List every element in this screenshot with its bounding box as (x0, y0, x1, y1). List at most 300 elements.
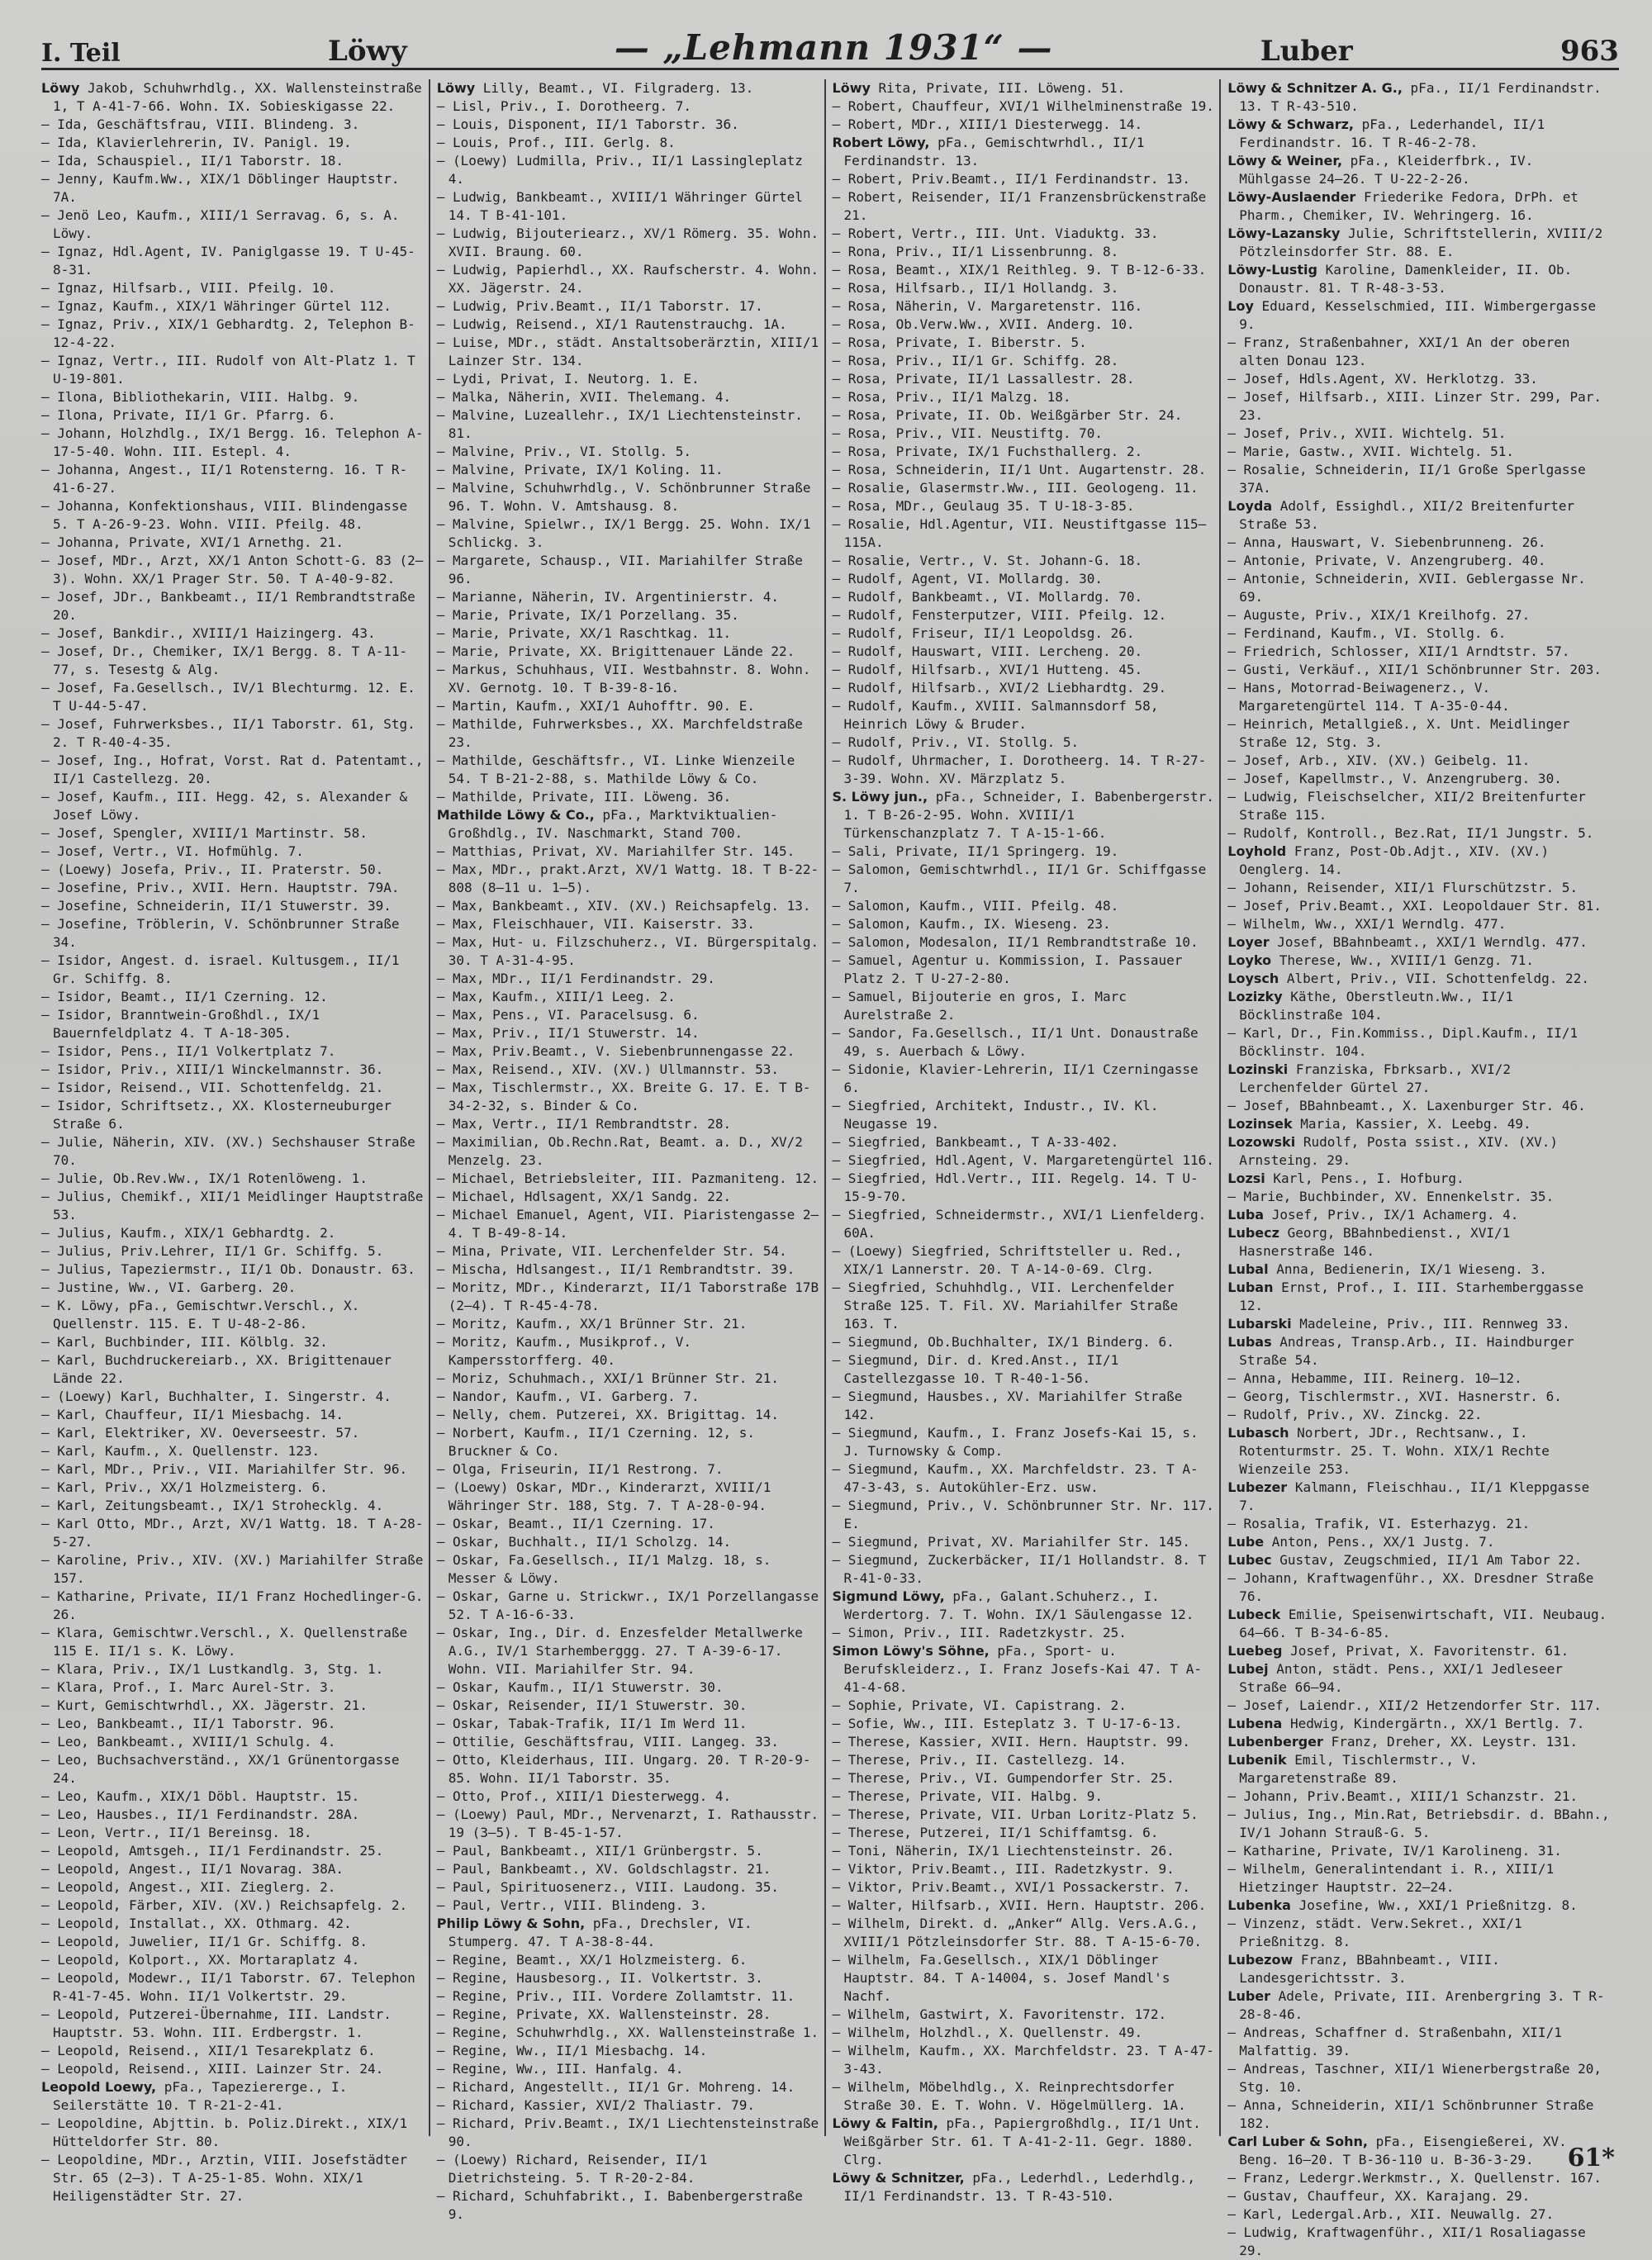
directory-entry (1227, 2224, 1610, 2260)
entry-text: — Marie, Private, XX. Brigittenauer Lände 22. (436, 643, 795, 659)
entry-text: — Marie, Buchbinder, XV. Ennenkelstr. 35. (1227, 1189, 1555, 1204)
entry-name: Lozinsek (1227, 1116, 1293, 1132)
entry-text: Rita, Private, III. Löweng. 51. (878, 80, 1126, 96)
directory-entry (41, 352, 424, 388)
entry-text: — Max, Pens., VI. Paracelsusg. 6. (436, 1007, 700, 1023)
entry-text: — Paul, Spirituosenerz., VIII. Laudong. 35. (436, 1879, 779, 1895)
entry-text: — Ignaz, Kaufm., XIX/1 Währinger Gürtel 112. (41, 298, 392, 314)
directory-entry (41, 1442, 424, 1460)
entry-text: — Max, Tischlermstr., XX. Breite G. 17. E. T B-34-2-32, s. Binder & Co. (436, 1080, 811, 1113)
directory-entry (833, 1878, 1215, 1897)
directory-entry (41, 1842, 424, 1860)
entry-text: — Josef, Vertr., VI. Hofmühlg. 7. (41, 843, 304, 859)
directory-entry (1227, 1897, 1610, 1915)
entry-name: Lubenberger (1227, 1734, 1323, 1750)
entry-text: Adele, Private, III. Arenbergring 3. T R-28-8-46. (1239, 1988, 1605, 2022)
entry-text: — Siegfried, Architekt, Industr., IV. Kl. Neugasse 19. (832, 1098, 1159, 1132)
entry-text: — Rosa, Schneiderin, II/1 Unt. Augartenstr. 28. (832, 462, 1207, 477)
entry-text: — Oskar, Fa.Gesellsch., II/1 Malzg. 18, s. Messer & Löwy. (436, 1552, 771, 1586)
entry-text: — Salomon, Kaufm., IX. Wieseng. 23. (832, 916, 1111, 932)
directory-entry (437, 461, 819, 479)
entry-text: — Rosalia, Trafik, VI. Esterhazyg. 21. (1227, 1516, 1531, 1531)
entry-text: — Marie, Private, XX/1 Raschtkag. 11. (436, 625, 732, 641)
directory-entry (437, 1279, 819, 1315)
directory-entry (437, 1115, 819, 1133)
directory-entry (1227, 1660, 1610, 1697)
directory-entry (41, 1624, 424, 1660)
directory-entry (437, 624, 819, 643)
directory-entry (833, 861, 1215, 897)
entry-name: Lubenik (1227, 1752, 1287, 1768)
directory-entry (41, 552, 424, 588)
entry-text: — Simon, Priv., III. Radetzkystr. 25. (832, 1625, 1127, 1640)
directory-entry (41, 1733, 424, 1751)
directory-entry (833, 588, 1215, 606)
directory-entry (833, 316, 1215, 334)
entry-name: Luebeg (1227, 1643, 1283, 1659)
entry-text: — Ignaz, Hdl.Agent, IV. Paniglgasse 19. T U-45-8-31. (41, 244, 415, 278)
directory-entry (437, 2060, 819, 2078)
directory-entry (833, 1206, 1215, 1242)
directory-entry (41, 316, 424, 352)
entry-text: Josef, BBahnbeamt., XXI/1 Werndlg. 477. (1277, 934, 1588, 950)
directory-entry (1227, 261, 1610, 297)
entry-text: — Rosa, Private, II. Ob. Weißgärber Str. 24. (832, 407, 1183, 423)
entry-text: — Leopold, Putzerei-Übernahme, III. Landstr. Hauptstr. 53. Wohn. III. Erdbergstr. 1. (41, 2006, 392, 2040)
directory-entry (1227, 752, 1610, 770)
directory-entry (437, 861, 819, 897)
directory-entry (833, 1842, 1215, 1860)
entry-text: Emilie, Speisenwirtschaft, VII. Neubaug. 64—66. T B-34-6-85. (1239, 1607, 1607, 1640)
column-3 (832, 79, 1222, 2204)
entry-text: — Therese, Kassier, XVII. Hern. Hauptstr. 99. (832, 1734, 1190, 1750)
directory-entry (437, 1751, 819, 1788)
entry-text: — Julius, Kaufm., XIX/1 Gebhardtg. 2. (41, 1225, 336, 1241)
entry-text: — Josefine, Schneiderin, II/1 Stuwerstr. 39. (41, 898, 392, 914)
entry-text: — Lisl, Priv., I. Dorotheerg. 7. (436, 98, 691, 114)
entry-text: — Salomon, Modesalon, II/1 Rembrandtstraße 10. (832, 934, 1199, 950)
directory-entry (833, 2006, 1215, 2024)
directory-entry (437, 1079, 819, 1115)
directory-entry (833, 606, 1215, 624)
entry-text: — Regine, Ww., III. Hanfalg. 4. (436, 2061, 684, 2077)
entry-text: — Karoline, Priv., XIV. (XV.) Mariahilfer Straße 157. (41, 1552, 424, 1586)
directory-entry (437, 915, 819, 933)
entry-text: pFa., Kleiderfbrk., IV. Mühlgasse 24—26. T U-22-2-26. (1239, 153, 1534, 187)
directory-entry (437, 643, 819, 661)
entry-text: — Ignaz, Hilfsarb., VIII. Pfeilg. 10. (41, 280, 336, 296)
entry-text: Jakob, Schuhwrhdlg., XX. Wallensteinstraße 1, T A-41-7-66. Wohn. IX. Sobieskigasse 22. (53, 80, 422, 114)
entry-text: — Ilona, Private, II/1 Gr. Pfarrg. 6. (41, 407, 336, 423)
directory-entry (833, 1533, 1215, 1551)
directory-entry (1227, 1115, 1610, 1133)
directory-entry (41, 1170, 424, 1188)
entry-text: — Ludwig, Bijouteriearz., XV/1 Römerg. 35. Wohn. XVII. Braung. 60. (436, 226, 819, 259)
entry-text: — Leopoldine, Abjttin. b. Poliz.Direkt., XIX/1 Hütteldorfer Str. 80. (41, 2115, 408, 2149)
directory-entry (437, 406, 819, 443)
entry-text: — Anna, Hebamme, III. Reinerg. 10—12. (1227, 1370, 1522, 1386)
directory-entry (1227, 679, 1610, 715)
directory-entry (1227, 1987, 1610, 2024)
directory-entry (437, 970, 819, 988)
entry-name: Lubezow (1227, 1952, 1294, 1968)
directory-entry (1227, 1061, 1610, 1097)
entry-text: — Kurt, Gemischtwrhdl., XX. Jägerstr. 21. (41, 1697, 368, 1713)
entry-name: Lubezer (1227, 1479, 1288, 1495)
entry-text: Rudolf, Posta ssist., XIV. (XV.) Arnsteing. 29. (1239, 1134, 1559, 1168)
entry-text: — Katharine, Private, IV/1 Karolineng. 31. (1227, 1843, 1562, 1859)
entry-text: — (Loewy) Richard, Reisender, II/1 Dietrichsteing. 5. T R-20-2-84. (436, 2152, 708, 2186)
entry-text: — Michael, Hdlsagent, XX/1 Sandg. 22. (436, 1189, 732, 1204)
directory-entry (1227, 534, 1610, 552)
directory-entry (833, 788, 1215, 843)
directory-entry (833, 297, 1215, 316)
directory-entry (437, 1424, 819, 1460)
entry-text: — Josef, Priv.Beamt., XXI. Leopoldauer Str. 81. (1227, 898, 1602, 914)
entry-text: — Louis, Prof., III. Gerlg. 8. (436, 135, 676, 150)
entry-name: Lubena (1227, 1716, 1283, 1731)
entry-text: — Rosalie, Schneiderin, II/1 Große Sperlgasse 37A. (1227, 462, 1586, 496)
entry-text: — Josef, JDr., Bankbeamt., II/1 Rembrandtstraße 20. (41, 589, 415, 623)
entry-text: — Leo, Kaufm., XIX/1 Döbl. Hauptstr. 15. (41, 1788, 360, 1804)
directory-entry (437, 1315, 819, 1333)
entry-name: Löwy (832, 80, 871, 96)
directory-entry (833, 2078, 1215, 2115)
directory-entry (1227, 1951, 1610, 1987)
entry-text: Emil, Tischlermstr., V. Margaretenstraße 89. (1239, 1752, 1478, 1786)
directory-entry (1227, 1606, 1610, 1642)
entry-text: — Siegmund, Zuckerbäcker, II/1 Hollandstr. 8. T R-41-0-33. (832, 1552, 1207, 1586)
entry-text: — (Loewy) Ludmilla, Priv., II/1 Lassingleplatz 4. (436, 153, 803, 187)
entry-text: — Nandor, Kaufm., VI. Garberg. 7. (436, 1389, 700, 1404)
directory-entry (41, 1460, 424, 1479)
entry-text: — Karl, Kaufm., X. Quellenstr. 123. (41, 1443, 320, 1459)
entry-name: Sigmund Löwy, (832, 1588, 945, 1604)
entry-text: — Anna, Hauswart, V. Siebenbrunneng. 26. (1227, 534, 1546, 550)
directory-entry (833, 2169, 1215, 2205)
directory-entry (1227, 1261, 1610, 1279)
entry-name: Löwy & Weiner, (1227, 153, 1343, 169)
entry-text: — Karl Otto, MDr., Arzt, XV/1 Wattg. 18. T A-28-5-27. (41, 1516, 424, 1550)
directory-entry (41, 2042, 424, 2060)
entry-text: — Rudolf, Priv., XV. Zinckg. 22. (1227, 1407, 1483, 1422)
entry-text: — Max, Kaufm., XIII/1 Leeg. 2. (436, 989, 676, 1004)
directory-entry (833, 2024, 1215, 2042)
entry-columns (41, 79, 1615, 2258)
entry-text: — Samuel, Bijouterie en gros, I. Marc Aurelstraße 2. (832, 989, 1127, 1023)
entry-text: — Josef, Priv., XVII. Wichtelg. 51. (1227, 425, 1507, 441)
page-header (41, 18, 1619, 70)
directory-entry (41, 1824, 424, 1842)
entry-text: — Leon, Vertr., II/1 Bereinsg. 18. (41, 1825, 312, 1840)
directory-entry (41, 788, 424, 824)
entry-text: — Max, Priv., II/1 Stuwerstr. 14. (436, 1025, 700, 1041)
entry-text: — Karl, MDr., Priv., VII. Mariahilfer Str. 96. (41, 1461, 408, 1477)
entry-text: — Rosalie, Glasermstr.Ww., III. Geologeng. 11. (832, 480, 1199, 496)
entry-text: — Ludwig, Kraftwagenführ., XII/1 Rosaliagasse 29. (1227, 2224, 1586, 2258)
column-1 (41, 79, 430, 2204)
entry-name: Loyer (1227, 934, 1270, 950)
entry-name: Lubecz (1227, 1225, 1279, 1241)
entry-name: Lubal (1227, 1261, 1269, 1277)
entry-text: — Regine, Beamt., XX/1 Holzmeisterg. 6. (436, 1952, 748, 1968)
entry-text: — Rudolf, Hilfsarb., XVI/2 Liebhardtg. 29. (832, 680, 1167, 696)
directory-entry (41, 1333, 424, 1351)
first-keyword: Löwy (327, 35, 407, 68)
entry-name: Lubej (1227, 1661, 1269, 1677)
entry-text: — Robert, Chauffeur, XVI/1 Wilhelminenstraße 19. (832, 98, 1214, 114)
entry-text: — Rosa, Beamt., XIX/1 Reithleg. 9. T B-12-6-33. (832, 262, 1207, 278)
entry-text: Franz, BBahnbeamt., VIII. Landesgerichtsstr. 3. (1239, 1952, 1500, 1986)
directory-entry (41, 1588, 424, 1624)
directory-entry (437, 1897, 819, 1915)
directory-entry (1227, 1515, 1610, 1533)
entry-text: Albert, Priv., VII. Schottenfeldg. 22. (1286, 971, 1589, 986)
entry-text: — Malvine, Priv., VI. Stollg. 5. (436, 444, 691, 459)
entry-text: — Klara, Priv., IX/1 Lustkandlg. 3, Stg. 1. (41, 1661, 384, 1677)
directory-entry (1227, 1551, 1610, 1569)
entry-text: — Leopold, Juwelier, II/1 Gr. Schiffg. 8. (41, 1934, 368, 1949)
directory-entry (833, 1351, 1215, 1388)
directory-entry (437, 1460, 819, 1479)
directory-entry (833, 1806, 1215, 1824)
entry-text: — Richard, Kassier, XVI/2 Thaliastr. 79. (436, 2097, 756, 2113)
directory-entry (1227, 915, 1610, 933)
entry-text: — Otto, Prof., XIII/1 Diesterwegg. 4. (436, 1788, 732, 1804)
directory-entry (437, 1678, 819, 1697)
entry-text: — Karl, Chauffeur, II/1 Miesbachg. 14. (41, 1407, 344, 1422)
directory-entry (833, 1242, 1215, 1279)
directory-entry (1227, 661, 1610, 679)
entry-name: Leopold Loewy, (41, 2079, 157, 2095)
entry-name: Löwy (436, 80, 476, 96)
directory-entry (1227, 879, 1610, 897)
directory-entry (41, 1424, 424, 1442)
directory-entry (41, 297, 424, 316)
page-signature: 61* (1567, 2144, 1615, 2172)
directory-entry (437, 1261, 819, 1279)
entry-name: Loysch (1227, 971, 1279, 986)
entry-text: — Robert, Vertr., III. Unt. Viaduktg. 33. (832, 226, 1159, 241)
entry-text: — Georg, Tischlermstr., XVI. Hasnerstr. 6. (1227, 1389, 1562, 1404)
entry-name: Luba (1227, 1207, 1265, 1223)
directory-entry (41, 1061, 424, 1079)
directory-entry (833, 1061, 1215, 1097)
entry-text: — Regine, Ww., II/1 Miesbachg. 14. (436, 2043, 708, 2058)
entry-text: — Rosa, Hilfsarb., II/1 Hollandg. 3. (832, 280, 1119, 296)
entry-text: — Salomon, Gemischtwrhdl., II/1 Gr. Schiffgasse 7. (832, 862, 1207, 895)
directory-entry (1227, 2205, 1610, 2224)
entry-text: — Josef, BBahnbeamt., X. Laxenburger Str. 46. (1227, 1098, 1586, 1113)
entry-text: — Oskar, Kaufm., II/1 Stuwerstr. 30. (436, 1679, 724, 1695)
entry-text: — Leopold, Reisend., XII/1 Tesarekplatz 6. (41, 2043, 376, 2058)
directory-entry (437, 1188, 819, 1206)
entry-text: — Salomon, Kaufm., VIII. Pfeilg. 48. (832, 898, 1119, 914)
entry-text: — Leopold, Modewr., II/1 Taborstr. 67. Telephon R-41-7-45. Wohn. II/1 Volkertstr. 29. (41, 1970, 415, 2004)
entry-text: — Jenö Leo, Kaufm., XIII/1 Serravag. 6, s. A. Löwy. (41, 207, 400, 241)
directory-entry (41, 588, 424, 624)
directory-entry (833, 933, 1215, 952)
directory-entry (833, 679, 1215, 697)
directory-entry (833, 1951, 1215, 2006)
entry-text: — Karl, Buchbinder, III. Kölblg. 32. (41, 1334, 328, 1350)
entry-text: — Ludwig, Papierhdl., XX. Raufscherstr. 4. Wohn. XX. Jägerstr. 24. (436, 262, 819, 296)
entry-text: — Siegmund, Hausbes., XV. Mariahilfer Straße 142. (832, 1389, 1183, 1422)
directory-entry (41, 643, 424, 679)
directory-entry (41, 1915, 424, 1933)
entry-text: — Karl, Priv., XX/1 Holzmeisterg. 6. (41, 1479, 328, 1495)
entry-text: — Siegfried, Bankbeamt., T A-33-402. (832, 1134, 1119, 1150)
column-2 (436, 79, 826, 2222)
entry-text: Karl, Pens., I. Hofburg. (1273, 1170, 1464, 1186)
entry-text: — Oskar, Beamt., II/1 Czerning. 17. (436, 1516, 715, 1531)
entry-text: — Josefine, Priv., XVII. Hern. Hauptstr. 79A. (41, 880, 400, 895)
directory-entry (1227, 2169, 1610, 2187)
entry-text: — Julius, Priv.Lehrer, II/1 Gr. Schiffg. 5. (41, 1243, 384, 1259)
entry-text: — Rudolf, Kontroll., Bez.Rat, II/1 Jungstr. 5. (1227, 825, 1594, 841)
entry-text: — Moritz, MDr., Kinderarzt, II/1 Taborstraße 17B (2—4). T R-45-4-78. (436, 1280, 819, 1313)
directory-entry (1227, 1315, 1610, 1333)
entry-text: — Isidor, Pens., II/1 Volkertplatz 7. (41, 1043, 336, 1059)
directory-entry (833, 188, 1215, 225)
entry-text: — Rosa, Private, I. Biberstr. 5. (832, 335, 1087, 350)
entry-name: Philip Löwy & Sohn, (436, 1916, 586, 1931)
entry-text: — Isidor, Angest. d. israel. Kultusgem., II/1 Gr. Schiffg. 8. (41, 952, 400, 986)
directory-entry (41, 207, 424, 243)
directory-entry (437, 134, 819, 152)
directory-entry (437, 843, 819, 861)
entry-text: — Robert, Reisender, II/1 Franzensbrückenstraße 21. (832, 189, 1207, 223)
entry-text: — Leo, Bankbeamt., XVIII/1 Schulg. 4. (41, 1734, 336, 1750)
entry-text: — Malvine, Schuhwrhdlg., V. Schönbrunner Straße 96. T. Wohn. V. Amtshausg. 8. (436, 480, 811, 514)
directory-entry (833, 1642, 1215, 1697)
directory-entry (41, 1860, 424, 1878)
entry-text: — Michael Emanuel, Agent, VII. Piaristengasse 2—4. T B-49-8-14. (436, 1207, 819, 1241)
directory-entry (41, 1297, 424, 1333)
entry-text: — Josef, Fuhrwerksbes., II/1 Taborstr. 61, Stg. 2. T R-40-4-35. (41, 716, 415, 750)
directory-entry (833, 752, 1215, 788)
entry-text: — Louis, Disponent, II/1 Taborstr. 36. (436, 116, 739, 132)
directory-entry (1227, 297, 1610, 334)
entry-text: — Max, Priv.Beamt., V. Siebenbrunnengasse 22. (436, 1043, 795, 1059)
entry-text: — Max, Vertr., II/1 Rembrandtstr. 28. (436, 1116, 732, 1132)
entry-name: Löwy & Schnitzer A. G., (1227, 80, 1403, 96)
directory-entry (1227, 1479, 1610, 1515)
directory-entry (1227, 1642, 1610, 1660)
directory-entry (1227, 425, 1610, 443)
directory-entry (437, 1951, 819, 1969)
directory-entry (1227, 2024, 1610, 2060)
directory-entry (41, 1933, 424, 1951)
directory-entry (437, 933, 819, 970)
directory-entry (41, 1878, 424, 1897)
entry-text: — Rosalie, Vertr., V. St. Johann-G. 18. (832, 553, 1143, 568)
directory-entry (437, 988, 819, 1006)
directory-entry (1227, 952, 1610, 970)
entry-text: — Johann, Kraftwagenführ., XX. Dresdner Straße 76. (1227, 1570, 1594, 1604)
directory-entry (41, 1079, 424, 1097)
entry-text: — Ludwig, Bankbeamt., XVIII/1 Währinger Gürtel 14. T B-41-101. (436, 189, 803, 223)
entry-text: Friederike Fedora, DrPh. et Pharm., Chemiker, IV. Wehringerg. 16. (1239, 189, 1579, 223)
directory-entry (437, 788, 819, 806)
entry-text: — Siegmund, Kaufm., I. Franz Josefs-Kai 15, s. J. Turnowsky & Comp. (832, 1425, 1199, 1459)
directory-entry (833, 1751, 1215, 1769)
page-number: 963 (1559, 35, 1619, 68)
entry-text: — Wilhelm, Kaufm., XX. Marchfeldstr. 23. T A-47-3-43. (832, 2043, 1214, 2077)
entry-text: — Ignaz, Vertr., III. Rudolf von Alt-Platz 1. T U-19-801. (41, 353, 415, 387)
entry-text: — Rudolf, Uhrmacher, I. Dorotheerg. 14. T R-27-3-39. Wohn. XV. Märzplatz 5. (832, 753, 1207, 786)
entry-text: — Josef, Dr., Chemiker, IX/1 Bergg. 8. T A-11-77, s. Tesestg & Alg. (41, 643, 408, 677)
directory-entry (1227, 1788, 1610, 1806)
entry-text: — Isidor, Beamt., II/1 Czerning. 12. (41, 989, 328, 1004)
entry-text: — Wilhelm, Möbelhdlg., X. Reinprechtsdorfer Straße 30. E. T. Wohn. V. Högelmüllerg. 1A. (832, 2079, 1186, 2113)
entry-text: Georg, BBahnbedienst., XVI/1 Hasnerstraße 146. (1239, 1225, 1511, 1259)
entry-text: Adolf, Essighdl., XII/2 Breitenfurter Straße 53. (1239, 498, 1575, 532)
entry-text: — Josef, Laiendr., XII/2 Hetzendorfer Str. 117. (1227, 1697, 1602, 1713)
entry-text: — Hans, Motorrad-Beiwagenerz., V. Margaretengürtel 114. T A-35-0-44. (1227, 680, 1510, 714)
entry-text: pFa., Lederhandel, II/1 Ferdinandstr. 16. T R-46-2-78. (1239, 116, 1545, 150)
entry-text: — Siegfried, Schuhhdlg., VII. Lerchenfelder Straße 125. T. Fil. XV. Mariahilfer Straße 163. T. (832, 1280, 1179, 1332)
directory-entry (41, 1551, 424, 1588)
directory-entry (833, 279, 1215, 297)
directory-entry (41, 1660, 424, 1678)
entry-text: — Moritz, Kaufm., XX/1 Brünner Str. 21. (436, 1316, 748, 1332)
entry-text: — Siegmund, Kaufm., XX. Marchfeldstr. 23. T A-47-3-43, s. Autokühler-Erz. usw. (832, 1461, 1199, 1495)
directory-entry (41, 2006, 424, 2042)
entry-text: — Max, MDr., prakt.Arzt, XV/1 Wattg. 18. T B-22-808 (8—11 u. 1—5). (436, 862, 819, 895)
entry-text: pFa., II/1 Ferdinandstr. 13. T R-43-510. (1239, 80, 1602, 114)
directory-entry (1227, 225, 1610, 261)
directory-entry (833, 515, 1215, 552)
entry-text: — Oskar, Ing., Dir. d. Enzesfelder Metallwerke A.G., IV/1 Starhemberggg. 27. T A-39-6-17. Wohn. VII. Mariahilfer Str. 94. (436, 1625, 803, 1677)
entry-text: — Ilona, Bibliothekarin, VIII. Halbg. 9. (41, 389, 360, 405)
entry-text: Josefine, Ww., XXI/1 Prießnitzg. 8. (1298, 1897, 1578, 1913)
directory-entry (437, 2006, 819, 2024)
entry-text: — Anna, Schneiderin, XII/1 Schönbrunner Straße 182. (1227, 2097, 1594, 2131)
entry-text: — Gusti, Verkäuf., XII/1 Schönbrunner Str. 203. (1227, 662, 1602, 677)
entry-text: — Katharine, Private, II/1 Franz Hochedlinger-G. 26. (41, 1588, 424, 1622)
directory-entry (1227, 2060, 1610, 2096)
entry-text: — Friedrich, Schlosser, XII/1 Arndtstr. 57. (1227, 643, 1570, 659)
entry-text: — Walter, Hilfsarb., XVII. Hern. Hauptstr. 206. (832, 1897, 1207, 1913)
directory-entry (437, 1370, 819, 1388)
entry-text: — Josef, MDr., Arzt, XX/1 Anton Schott-G. 83 (2—3). Wohn. XX/1 Prager Str. 50. T A-40-9-82. (41, 553, 424, 586)
entry-text: Julie, Schriftstellerin, XVIII/2 Pötzleinsdorfer Str. 88. E. (1239, 226, 1603, 259)
entry-text: — Rosa, Näherin, V. Margaretenstr. 116. (832, 298, 1143, 314)
entry-name: Lube (1227, 1534, 1265, 1550)
directory-entry (833, 1824, 1215, 1842)
entry-text: — Mathilde, Fuhrwerksbes., XX. Marchfeldstraße 23. (436, 716, 803, 750)
directory-entry (437, 1242, 819, 1261)
entry-name: Loyko (1227, 952, 1272, 968)
entry-text: — Moritz, Kaufm., Musikprof., V. Kampersstorfferg. 40. (436, 1334, 691, 1368)
directory-entry (41, 279, 424, 297)
directory-entry (833, 443, 1215, 461)
directory-entry (833, 697, 1215, 734)
entry-text: — Malvine, Spielwr., IX/1 Bergg. 25. Wohn. IX/1 Schlickg. 3. (436, 516, 811, 550)
entry-text: — Marie, Gastw., XVII. Wichtelg. 51. (1227, 444, 1515, 459)
directory-entry (1227, 715, 1610, 752)
directory-entry (1227, 116, 1610, 152)
directory-entry (833, 1279, 1215, 1333)
entry-text: Josef, Privat, X. Favoritenstr. 61. (1290, 1643, 1569, 1659)
directory-entry (833, 734, 1215, 752)
directory-entry (1227, 552, 1610, 570)
directory-entry (41, 752, 424, 788)
entry-text: — (Loewy) Karl, Buchhalter, I. Singerstr. 4. (41, 1389, 392, 1404)
entry-text: Andreas, Transp.Arb., II. Haindburger Straße 54. (1239, 1334, 1574, 1368)
entry-text: — Max, MDr., II/1 Ferdinandstr. 29. (436, 971, 715, 986)
